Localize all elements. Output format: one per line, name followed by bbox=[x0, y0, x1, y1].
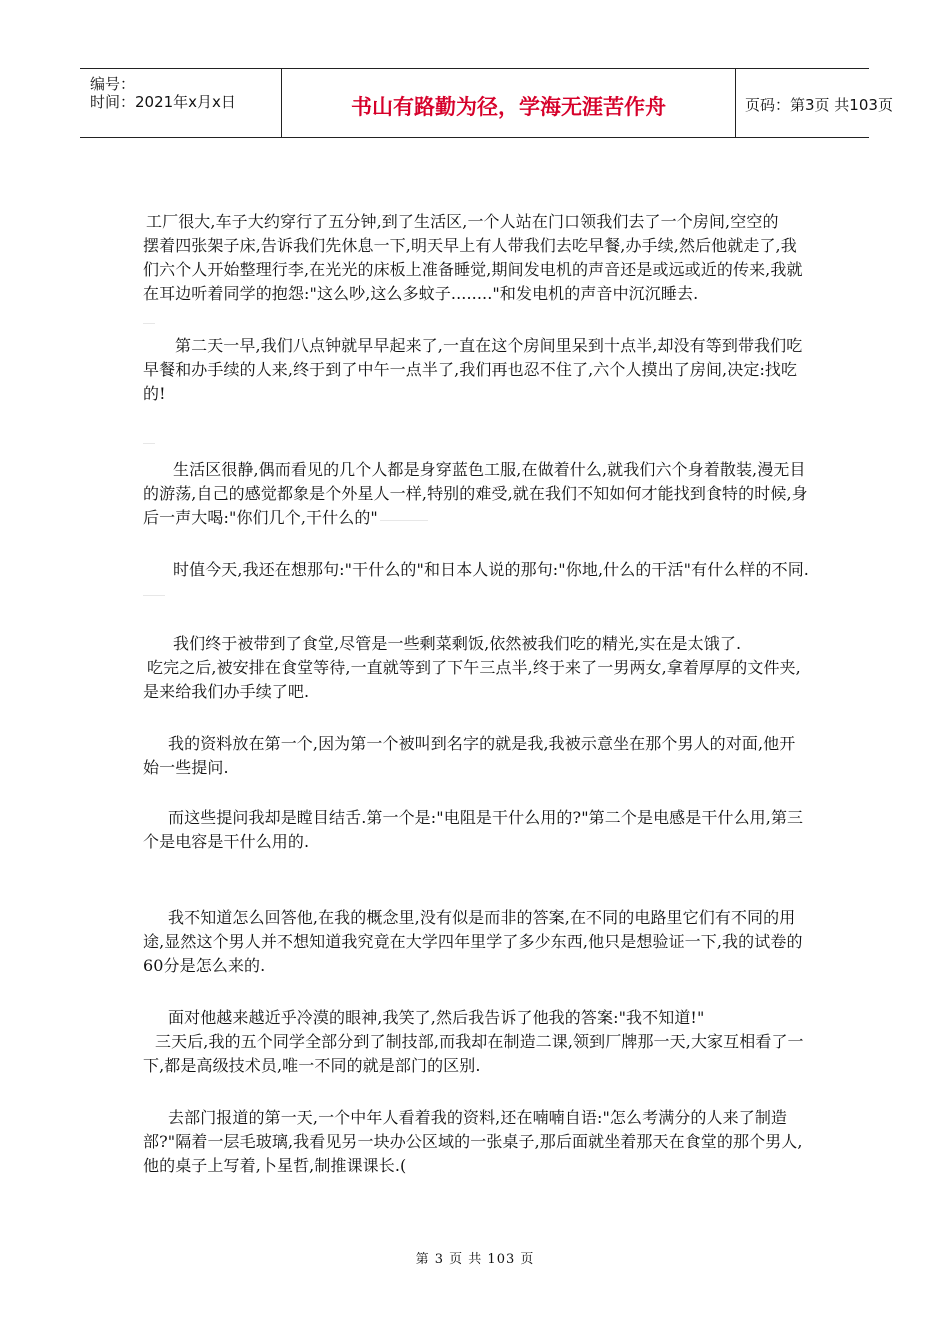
text-line: 的游荡,自己的感觉都象是个外星人一样,特别的难受,就在我们不知如何才能找到食特的时候,身 bbox=[143, 484, 808, 503]
paragraph-1 bbox=[143, 210, 811, 306]
text-line: 他的桌子上写着,卜星哲,制推课课长.( bbox=[143, 1156, 407, 1175]
header-table bbox=[80, 68, 893, 138]
text-line: 个是电容是干什么用的. bbox=[143, 832, 310, 851]
text-line: 时值今天,我还在想那句:"干什么的"和日本人说的那句:"你地,什么的干活"有什么样的不同. bbox=[173, 560, 809, 579]
paragraph-8 bbox=[143, 906, 811, 978]
text-line: 们六个人开始整理行李,在光光的床板上准备睡觉,期间发电机的声音还是或远或近的传来,我就 bbox=[143, 260, 803, 279]
text-line: 摆着四张架子床,告诉我们先休息一下,明天早上有人带我们去吃早餐,办手续,然后他就走了,我 bbox=[143, 236, 797, 255]
page-footer: 第 3 页 共 103 页 bbox=[415, 1252, 535, 1267]
text-line: 第二天一早,我们八点钟就早早起来了,一直在这个房间里呆到十点半,却没有等到带我们吃 bbox=[175, 336, 803, 355]
text-line: 我不知道怎么回答他,在我的概念里,没有似是而非的答案,在不同的电路里它们有不同的用 bbox=[168, 908, 796, 927]
text-line: 面对他越来越近乎冷漠的眼神,我笑了,然后我告诉了他我的答案:"我不知道!" bbox=[168, 1008, 705, 1027]
header-motto: 书山有路勤为径，学海无涯苦作舟 bbox=[351, 95, 666, 119]
header-motto-cell bbox=[281, 69, 736, 137]
text-line: 后一声大喝:"你们几个,干什么的" bbox=[143, 508, 378, 527]
text-line: 工厂很大,车子大约穿行了五分钟,到了生活区,一个人站在门口领我们去了一个房间,空空的 bbox=[146, 212, 779, 231]
document-time-label: 时间：2021年x月x日 bbox=[90, 93, 236, 111]
text-line: 我们终于被带到了食堂,尽管是一些剩菜剩饭,依然被我们吃的精光,实在是太饿了. bbox=[173, 634, 742, 653]
text-line: 是来给我们办手续了吧. bbox=[143, 682, 310, 701]
header-page-info: 页码：第3页 共103页 bbox=[745, 96, 893, 114]
header-page-cell bbox=[735, 69, 893, 137]
paragraph-4 bbox=[143, 558, 811, 582]
text-line: 早餐和办手续的人来,终于到了中午一点半了,我们再也忍不住了,六个人摸出了房间,决定:找吃 bbox=[143, 360, 798, 379]
text-line: 60分是怎么来的. bbox=[143, 956, 266, 975]
document-number-label: 编号： bbox=[90, 75, 136, 93]
paragraph-7 bbox=[143, 806, 811, 854]
faint-mark bbox=[143, 443, 155, 444]
paragraph-5 bbox=[143, 632, 811, 704]
faint-mark bbox=[380, 520, 428, 521]
paragraph-10 bbox=[143, 1106, 811, 1178]
text-line: 在耳边听着同学的抱怨:"这么吵,这么多蚊子........"和发电机的声音中沉沉睡去. bbox=[143, 284, 699, 303]
text-line: 而这些提问我却是瞠目结舌.第一个是:"电阻是干什么用的?"第二个是电感是干什么用,第三 bbox=[168, 808, 804, 827]
text-line: 吃完之后,被安排在食堂等待,一直就等到了下午三点半,终于来了一男两女,拿着厚厚的文件夹, bbox=[147, 658, 801, 677]
text-line: 我的资料放在第一个,因为第一个被叫到名字的就是我,我被示意坐在那个男人的对面,他开 bbox=[168, 734, 796, 753]
paragraph-2 bbox=[143, 334, 811, 406]
text-line: 去部门报道的第一天,一个中年人看着我的资料,还在喃喃自语:"怎么考满分的人来了制造 bbox=[168, 1108, 788, 1127]
text-line: 的! bbox=[143, 384, 166, 403]
text-line: 部?"隔着一层毛玻璃,我看见另一块办公区域的一张桌子,那后面就坐着那天在食堂的那个男人, bbox=[143, 1132, 803, 1151]
faint-mark bbox=[143, 323, 155, 324]
paragraph-3 bbox=[143, 458, 811, 530]
text-line: 三天后,我的五个同学全部分到了制技部,而我却在制造二课,领到厂牌那一天,大家互相看了一 bbox=[155, 1032, 804, 1051]
faint-mark bbox=[143, 595, 165, 596]
paragraph-6 bbox=[143, 732, 811, 780]
header-meta-cell bbox=[80, 69, 280, 137]
text-line: 生活区很静,偶而看见的几个人都是身穿蓝色工服,在做着什么,就我们六个身着散装,漫无目 bbox=[173, 460, 806, 479]
text-line: 始一些提问. bbox=[143, 758, 229, 777]
paragraph-9 bbox=[143, 1006, 811, 1078]
text-line: 途,显然这个男人并不想知道我究竟在大学四年里学了多少东西,他只是想验证一下,我的试卷的 bbox=[143, 932, 803, 951]
text-line: 下,都是高级技术员,唯一不同的就是部门的区别. bbox=[143, 1056, 481, 1075]
